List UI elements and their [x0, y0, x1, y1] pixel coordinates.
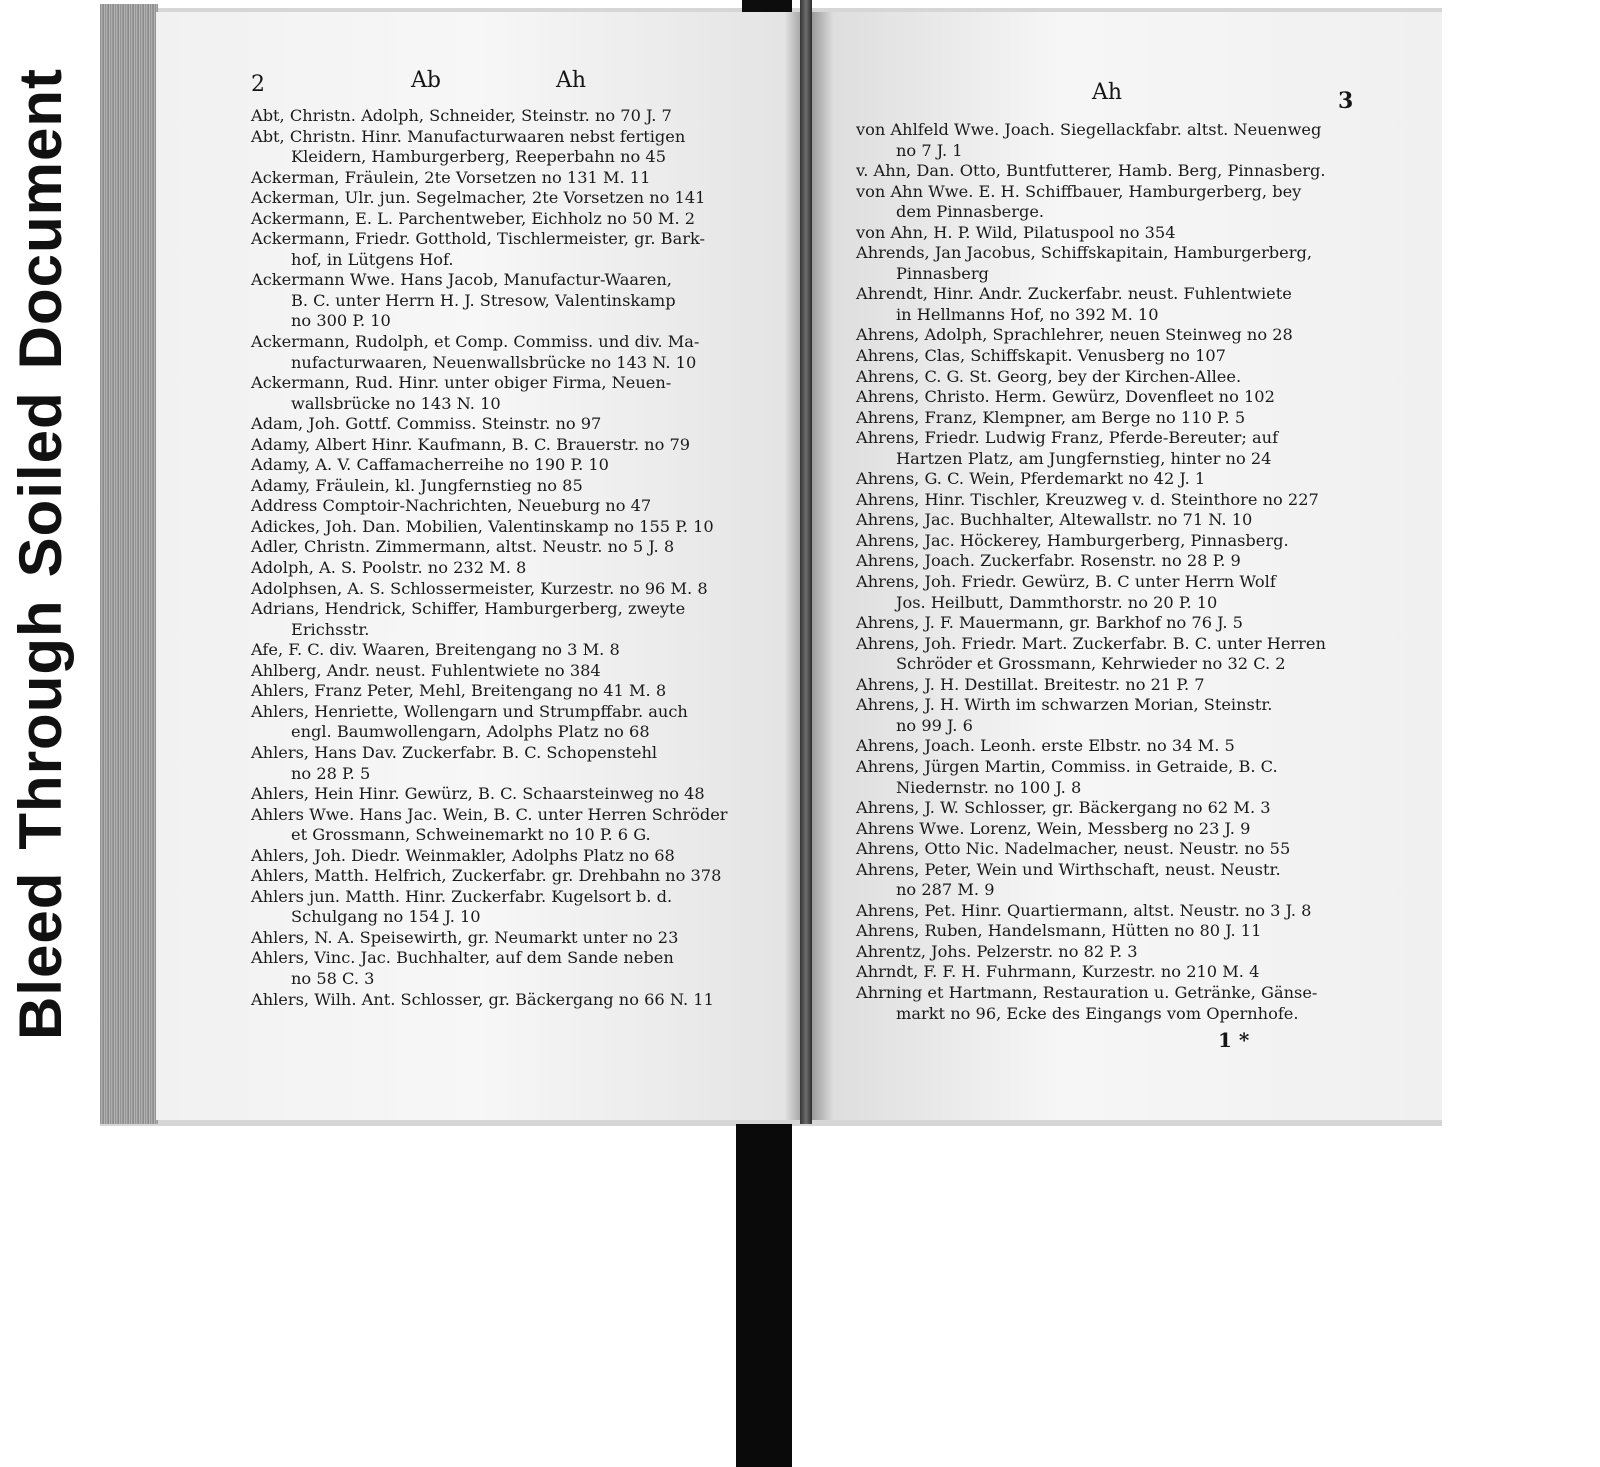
entry-line: Erichsstr.: [291, 619, 370, 639]
entry-line: Adamy, Fräulein, kl. Jungfernstieg no 85: [251, 475, 583, 495]
entry-line: Ahrens, Adolph, Sprachlehrer, neuen Steinweg no 28: [856, 325, 1293, 345]
entry-line: Ahrens, Joach. Leonh. erste Elbstr. no 34 M. 5: [856, 736, 1235, 756]
entry-line: Ahrends, Jan Jacobus, Schiffskapitain, Hamburgerberg,: [856, 243, 1312, 263]
entry-line: Ahrentz, Johs. Pelzerstr. no 82 P. 3: [856, 941, 1138, 961]
entry-line: hof, in Lütgens Hof.: [291, 249, 454, 269]
entry-line: B. C. unter Herrn H. J. Stresow, Valentinskamp: [291, 290, 676, 310]
entry-line: Ahlers, Henriette, Wollengarn und Strumpffabr. auch: [251, 701, 688, 721]
entry-line: Ahlers, Hans Dav. Zuckerfabr. B. C. Schopenstehl: [251, 742, 658, 762]
stamp-word-4: Document: [7, 67, 74, 370]
entry-line: Kleidern, Hamburgerberg, Reeperbahn no 45: [291, 147, 667, 167]
bookmark-ribbon: [736, 1124, 792, 1467]
entry-line: Ahlers Wwe. Hans Jac. Wein, B. C. unter Herren Schröder: [251, 804, 728, 824]
entry-line: Adam, Joh. Gottf. Commiss. Steinstr. no 97: [251, 414, 602, 434]
right-page-number: 3: [1338, 88, 1354, 114]
entry-line: Ahrens, Joh. Friedr. Mart. Zuckerfabr. B. C. unter Herren: [856, 633, 1326, 653]
entry-line: Ahrens, Friedr. Ludwig Franz, Pferde-Bereuter; auf: [856, 428, 1279, 448]
entry-line: dem Pinnasberge.: [896, 202, 1045, 222]
entry-line: Ahrens, Jac. Buchhalter, Altewallstr. no 71 N. 10: [856, 510, 1253, 530]
entry-line: Ahlberg, Andr. neust. Fuhlentwiete no 384: [251, 660, 601, 680]
stamp-word-2: Through: [7, 599, 74, 850]
entry-line: Adamy, A. V. Caffamacherreihe no 190 P. 10: [251, 455, 609, 475]
entry-line: Ahlers jun. Matth. Hinr. Zuckerfabr. Kugelsort b. d.: [251, 886, 673, 906]
entry-line: Ackermann Wwe. Hans Jacob, Manufactur-Waaren,: [251, 270, 672, 290]
entry-line: Ahrens, G. C. Wein, Pferdemarkt no 42 J. 1: [856, 469, 1206, 489]
entry-line: Adickes, Joh. Dan. Mobilien, Valentinskamp no 155 P. 10: [251, 516, 714, 536]
entry-line: Niedernstr. no 100 J. 8: [896, 777, 1082, 797]
entry-line: von Ahlfeld Wwe. Joach. Siegellackfabr. altst. Neuenweg: [856, 120, 1322, 139]
entry-line: von Ahn Wwe. E. H. Schiffbauer, Hamburgerberg, bey: [856, 181, 1302, 201]
entry-line: Adamy, Albert Hinr. Kaufmann, B. C. Brauerstr. no 79: [251, 434, 691, 454]
entry-line: no 28 P. 5: [291, 763, 371, 783]
entry-line: Ackermann, Friedr. Gotthold, Tischlermeister, gr. Bark-: [251, 229, 705, 249]
entry-line: engl. Baumwollengarn, Adolphs Platz no 68: [291, 722, 650, 742]
stamp-word-3: Soiled: [7, 391, 74, 578]
entry-line: Ahlers, Vinc. Jac. Buchhalter, auf dem Sande neben: [251, 948, 674, 968]
entry-line: Ahrndt, F. F. H. Fuhrmann, Kurzestr. no 210 M. 4: [856, 962, 1260, 982]
entry-line: Adrians, Hendrick, Schiffer, Hamburgerberg, zweyte: [251, 599, 686, 619]
entry-line: Ahrens, Pet. Hinr. Quartiermann, altst. Neustr. no 3 J. 8: [856, 900, 1312, 920]
entry-line: markt no 96, Ecke des Eingangs vom Opernhofe.: [896, 1003, 1299, 1023]
entry-line: von Ahn, H. P. Wild, Pilatuspool no 354: [856, 222, 1176, 242]
entry-line: Adler, Christn. Zimmermann, altst. Neustr. no 5 J. 8: [251, 537, 675, 557]
entry-line: Ahlers, Joh. Diedr. Weinmakler, Adolphs Platz no 68: [251, 845, 675, 865]
left-header-ab: Ab: [411, 68, 441, 93]
entry-line: Ackerman, Fräulein, 2te Vorsetzen no 131 M. 11: [251, 167, 651, 187]
entry-line: no 58 C. 3: [291, 968, 375, 988]
entry-line: Ahlers, Franz Peter, Mehl, Breitengang no 41 M. 8: [251, 681, 667, 701]
entry-line: Ahrens, J. H. Wirth im schwarzen Morian, Steinstr.: [856, 695, 1273, 715]
entry-line: Abt, Christn. Hinr. Manufacturwaaren nebst fertigen: [251, 126, 686, 146]
right-header-ah: Ah: [1092, 80, 1123, 105]
book-gutter: [800, 0, 812, 1124]
entry-line: Ahrning et Hartmann, Restauration u. Getränke, Gänse-: [856, 982, 1318, 1002]
entry-line: Ahrens Wwe. Lorenz, Wein, Messberg no 23 J. 9: [856, 818, 1251, 838]
left-page-number: 2: [251, 72, 265, 97]
entry-line: Ahlers, Matth. Helfrich, Zuckerfabr. gr. Drehbahn no 378: [251, 866, 722, 886]
right-page: [808, 12, 1442, 1120]
entry-line: Ahrendt, Hinr. Andr. Zuckerfabr. neust. Fuhlentwiete: [856, 284, 1292, 304]
entry-line: no 287 M. 9: [896, 880, 995, 900]
entry-line: Ahrens, Peter, Wein und Wirthschaft, neust. Neustr.: [856, 859, 1281, 879]
entry-line: in Hellmanns Hof, no 392 M. 10: [896, 304, 1159, 324]
entry-line: Ackermann, Rudolph, et Comp. Commiss. und div. Ma-: [251, 332, 700, 352]
entry-line: no 7 J. 1: [896, 140, 963, 160]
ribbon-top: [742, 0, 792, 12]
entry-line: Ahrens, Clas, Schiffskapit. Venusberg no 107: [856, 346, 1226, 366]
left-page: [156, 12, 804, 1120]
entry-line: no 99 J. 6: [896, 715, 973, 735]
entry-line: no 300 P. 10: [291, 311, 391, 331]
entry-line: Schröder et Grossmann, Kehrwieder no 32 C. 2: [896, 654, 1286, 674]
entry-line: Ackermann, Rud. Hinr. unter obiger Firma, Neuen-: [251, 373, 672, 393]
entry-line: Ahlers, Hein Hinr. Gewürz, B. C. Schaarsteinweg no 48: [251, 784, 705, 804]
entry-line: Ahlers, N. A. Speisewirth, gr. Neumarkt unter no 23: [251, 927, 679, 947]
entry-line: Abt, Christn. Adolph, Schneider, Steinstr. no 70 J. 7: [251, 106, 672, 125]
left-entries: [251, 106, 728, 1010]
entry-line: Ahrens, Hinr. Tischler, Kreuzweg v. d. Steinthore no 227: [856, 489, 1319, 509]
entry-line: Adolphsen, A. S. Schlossermeister, Kurzestr. no 96 M. 8: [251, 578, 708, 598]
entry-line: Ahrens, Ruben, Handelsmann, Hütten no 80 J. 11: [856, 921, 1262, 941]
entry-line: Ackerman, Ulr. jun. Segelmacher, 2te Vorsetzen no 141: [251, 188, 706, 208]
entry-line: Ackermann, E. L. Parchentweber, Eichholz no 50 M. 2: [251, 208, 696, 228]
entry-line: Ahrens, Jürgen Martin, Commiss. in Getraide, B. C.: [856, 756, 1278, 776]
entry-line: Ahrens, Franz, Klempner, am Berge no 110 P. 5: [856, 407, 1246, 427]
entry-line: Ahrens, Joh. Friedr. Gewürz, B. C unter Herrn Wolf: [856, 572, 1276, 592]
entry-line: Ahrens, Otto Nic. Nadelmacher, neust. Neustr. no 55: [856, 839, 1291, 859]
entry-line: et Grossmann, Schweinemarkt no 10 P. 6 G.: [291, 825, 651, 845]
entry-line: Pinnasberg: [896, 263, 989, 283]
entry-line: Ahrens, J. H. Destillat. Breitestr. no 21 P. 7: [856, 674, 1205, 694]
page-edges: [100, 4, 158, 1124]
entry-line: wallsbrücke no 143 N. 10: [291, 393, 501, 413]
entry-line: Afe, F. C. div. Waaren, Breitengang no 3 M. 8: [251, 640, 620, 660]
entry-line: Ahrens, Joach. Zuckerfabr. Rosenstr. no 28 P. 9: [856, 551, 1241, 571]
left-header-ah: Ah: [556, 68, 587, 93]
entry-line: Ahlers, Wilh. Ant. Schlosser, gr. Bäckergang no 66 N. 11: [251, 989, 714, 1009]
entry-line: Ahrens, C. G. St. Georg, bey der Kirchen-Allee.: [856, 366, 1242, 386]
entry-line: Jos. Heilbutt, Dammthorstr. no 20 P. 10: [896, 592, 1218, 612]
entry-line: Ahrens, Christo. Herm. Gewürz, Dovenfleet no 102: [856, 387, 1275, 407]
entry-line: Adolph, A. S. Poolstr. no 232 M. 8: [251, 558, 527, 578]
entry-line: Schulgang no 154 J. 10: [291, 907, 481, 927]
entry-line: v. Ahn, Dan. Otto, Buntfutterer, Hamb. Berg, Pinnasberg.: [856, 161, 1326, 181]
entry-line: Hartzen Platz, am Jungfernstieg, hinter no 24: [896, 448, 1272, 468]
stamp-word-1: Bleed: [7, 871, 74, 1040]
entry-line: Ahrens, Jac. Höckerey, Hamburgerberg, Pinnasberg.: [856, 530, 1289, 550]
entry-line: nufacturwaaren, Neuenwallsbrücke no 143 N. 10: [291, 352, 697, 372]
entry-line: Ahrens, J. W. Schlosser, gr. Bäckergang no 62 M. 3: [856, 798, 1271, 818]
side-stamp: [6, 46, 75, 1040]
right-entries: [856, 120, 1326, 1024]
entry-line: Ahrens, J. F. Mauermann, gr. Barkhof no 76 J. 5: [856, 613, 1243, 633]
signature-mark: 1 *: [1218, 1028, 1250, 1052]
entry-line: Address Comptoir-Nachrichten, Neueburg no 47: [251, 496, 652, 516]
